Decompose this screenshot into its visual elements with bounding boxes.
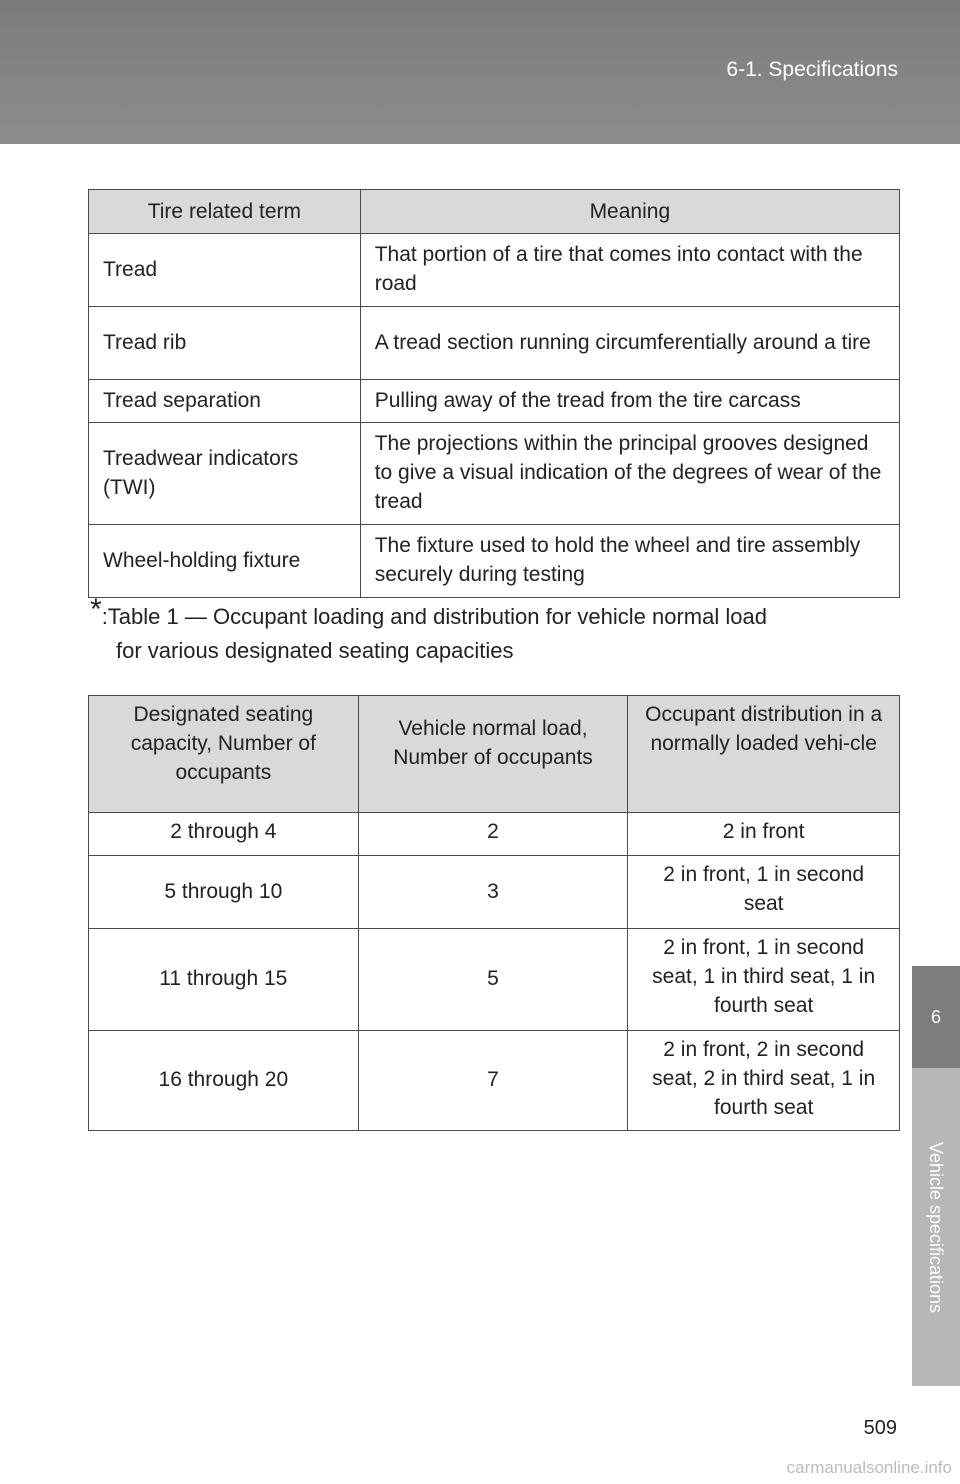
table-row [89,380,900,423]
seating-capacity-table [88,695,900,1131]
distribution-cell: 2 in front [628,813,900,856]
table-row [89,1031,900,1131]
distribution-cell: 2 in front, 1 in second seat, 1 in third seat, 1 in fourth seat [628,929,900,1031]
term-cell: Wheel-holding fixture [89,525,361,598]
meaning-cell: A tread section running circumferentially around a tire [360,307,899,380]
column-header-capacity: Designated seating capacity, Number of occupants [89,696,359,813]
column-header-meaning: Meaning [360,190,899,234]
term-cell: Treadwear indicators (TWI) [89,423,361,525]
chapter-tab [912,966,960,1386]
load-cell: 7 [358,1031,628,1131]
table-row [89,307,900,380]
distribution-cell: 2 in front, 1 in second seat [628,856,900,929]
term-cell: Tread rib [89,307,361,380]
page-header [0,0,960,144]
capacity-cell: 11 through 15 [89,929,359,1031]
capacity-cell: 2 through 4 [89,813,359,856]
term-cell: Tread separation [89,380,361,423]
footnote-line-1: :Table 1 — Occupant loading and distribution for vehicle normal load [101,604,767,629]
distribution-cell: 2 in front, 2 in second seat, 2 in third seat, 1 in fourth seat [628,1031,900,1131]
meaning-cell: The fixture used to hold the wheel and tire assembly securely during testing [360,525,899,598]
column-header-load: Vehicle normal load, Number of occupants [358,696,628,813]
table-row [89,813,900,856]
footnote-line-2: for various designated seating capacities [116,638,514,663]
load-cell: 5 [358,929,628,1031]
load-cell: 2 [358,813,628,856]
load-cell: 3 [358,856,628,929]
meaning-cell: The projections within the principal grooves designed to give a visual indication of the degrees of wear of the tread [360,423,899,525]
capacity-cell: 16 through 20 [89,1031,359,1131]
term-cell: Tread [89,234,361,307]
page-number: 509 [863,1417,897,1439]
chapter-number: 6 [912,966,960,1068]
table-header-row [89,696,900,813]
section-title: 6-1. Specifications [726,58,898,81]
table-row [89,856,900,929]
column-header-term: Tire related term [89,190,361,234]
tire-terms-table [88,189,900,598]
footnote-asterisk: * [90,593,102,626]
table-footnote [90,593,894,668]
capacity-cell: 5 through 10 [89,856,359,929]
table-header-row [89,190,900,234]
chapter-label: Vehicle specifications [926,1141,947,1313]
watermark: carmanualsonline.info [786,1458,952,1477]
table-row [89,525,900,598]
table-row [89,929,900,1031]
meaning-cell: That portion of a tire that comes into contact with the road [360,234,899,307]
table-row [89,234,900,307]
table-row [89,423,900,525]
meaning-cell: Pulling away of the tread from the tire carcass [360,380,899,423]
column-header-distribution: Occupant distribution in a normally loaded vehi-cle [628,696,900,813]
